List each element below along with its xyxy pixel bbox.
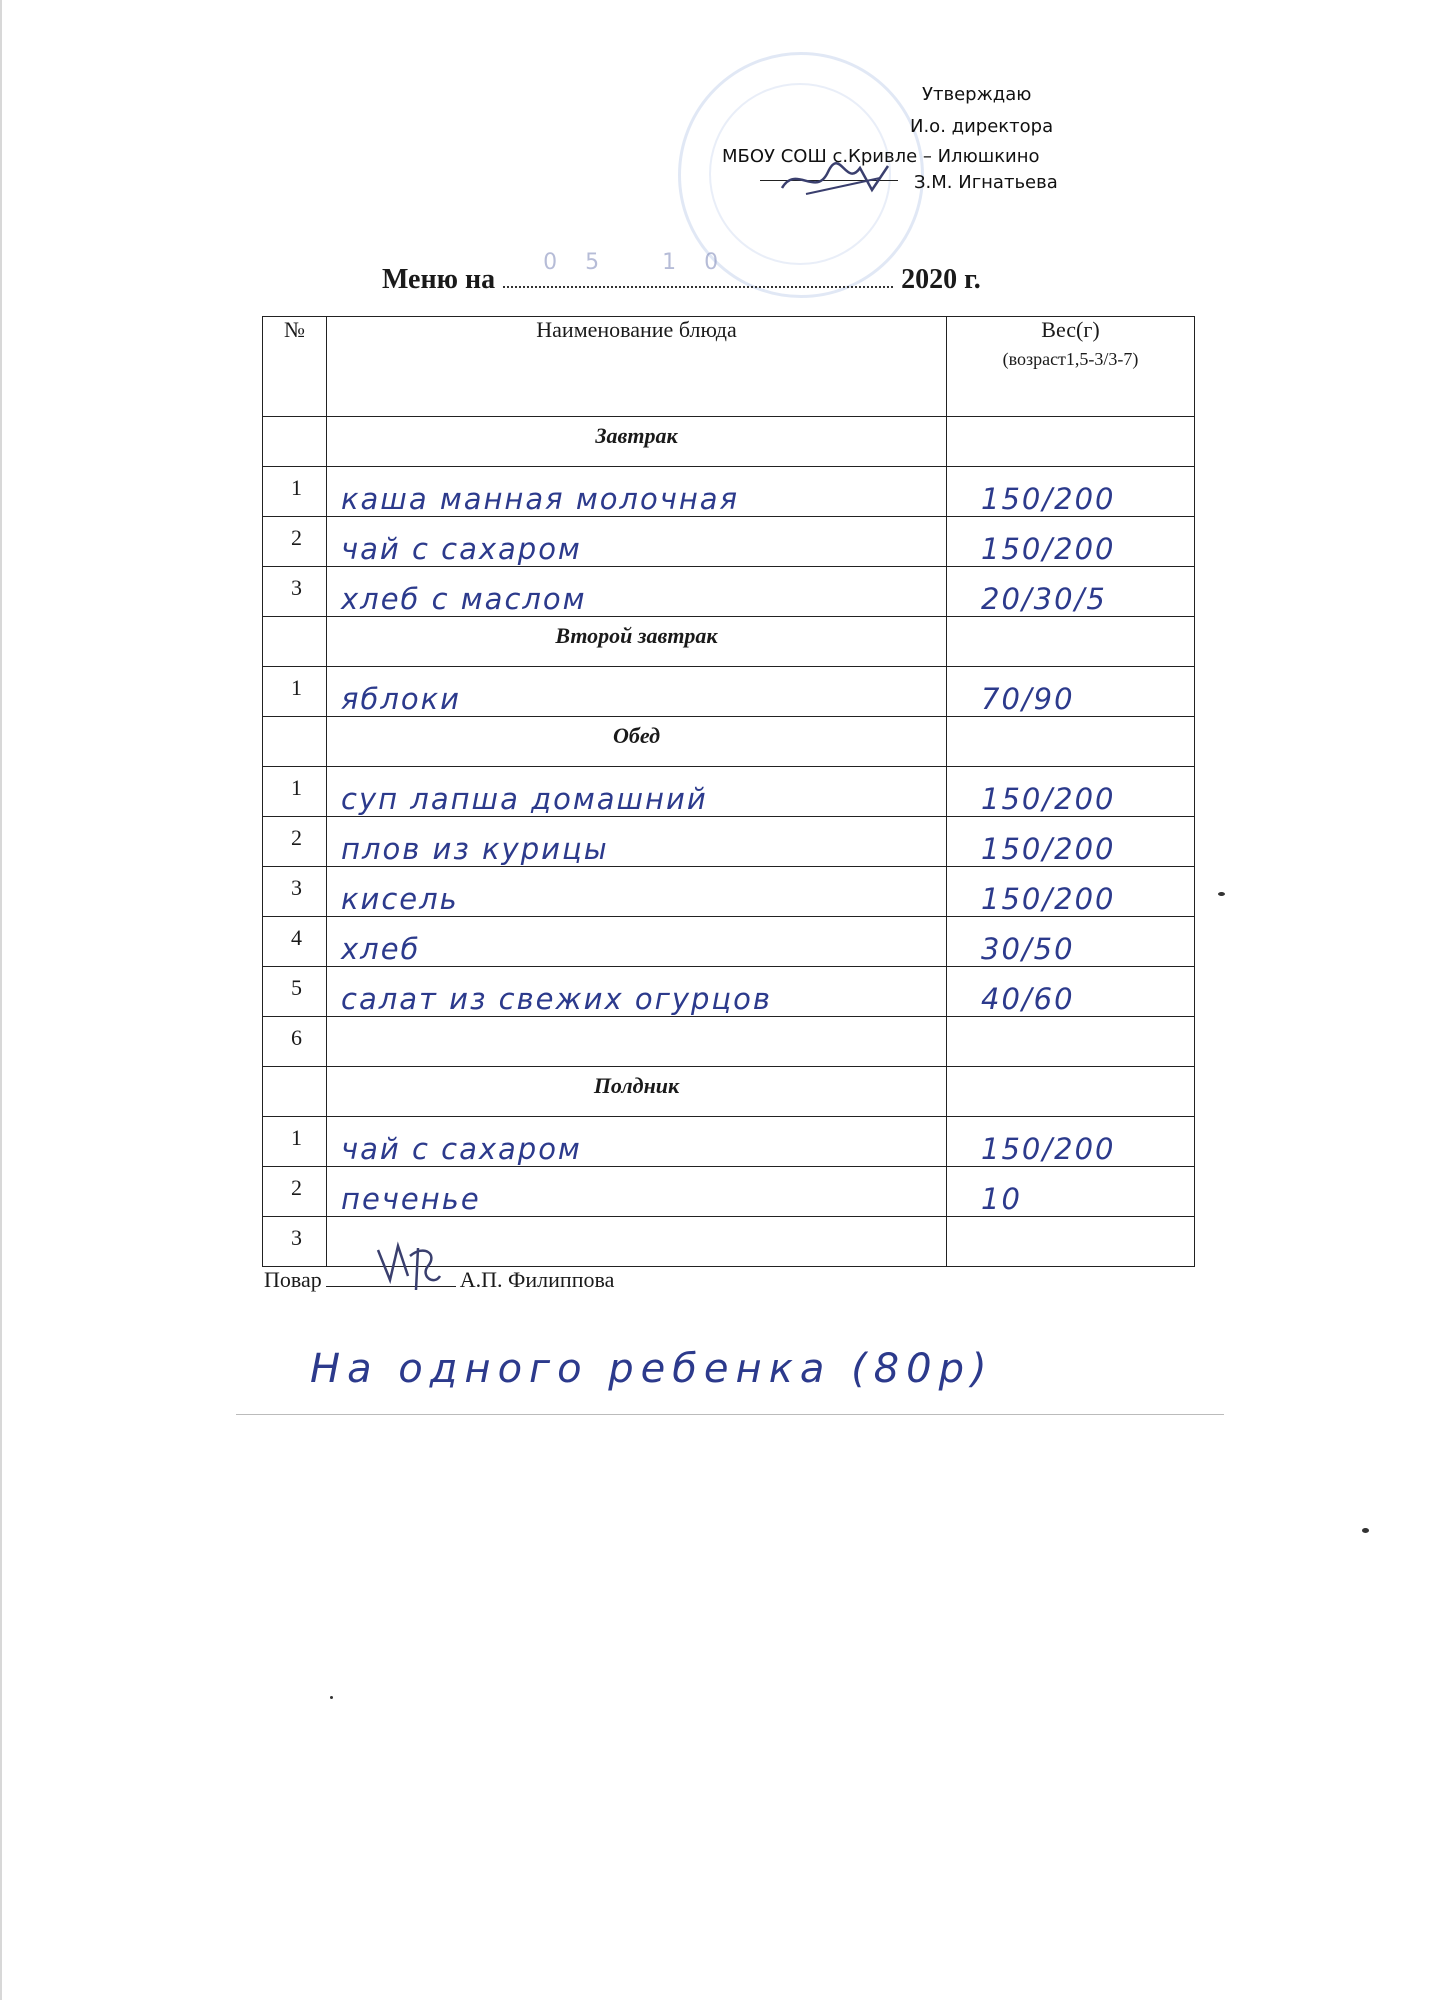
row-weight: 150/200 <box>947 817 1195 867</box>
page-divider <box>236 1414 1224 1415</box>
cook-label: Повар <box>264 1267 322 1292</box>
row-num: 2 <box>263 817 327 867</box>
header-weight-label: Вес(г) <box>1041 317 1100 342</box>
row-weight: 150/200 <box>947 1117 1195 1167</box>
section-title-breakfast: Завтрак <box>327 417 947 467</box>
row-dish: чай с сахаром <box>327 1117 947 1167</box>
table-row <box>263 467 1195 517</box>
cook-signature <box>368 1236 448 1296</box>
row-weight: 30/50 <box>947 917 1195 967</box>
table-row <box>263 1117 1195 1167</box>
table-row <box>263 867 1195 917</box>
scan-edge <box>0 0 2 2000</box>
row-num: 6 <box>263 1017 327 1067</box>
row-dish: хлеб с маслом <box>327 567 947 617</box>
section-row <box>263 1067 1195 1117</box>
table-row <box>263 517 1195 567</box>
row-num: 4 <box>263 917 327 967</box>
row-weight: 150/200 <box>947 767 1195 817</box>
row-dish: суп лапша домашний <box>327 767 947 817</box>
handwritten-note: На одного ребенка (80р) <box>310 1346 994 1392</box>
scan-speck <box>1218 892 1225 896</box>
header-num: № <box>263 317 327 417</box>
row-dish: каша манная молочная <box>327 467 947 517</box>
row-dish: печенье <box>327 1167 947 1217</box>
section-title-second-breakfast: Второй завтрак <box>327 617 947 667</box>
scan-speck <box>330 1696 333 1699</box>
row-num: 3 <box>263 567 327 617</box>
row-dish: салат из свежих огурцов <box>327 967 947 1017</box>
row-dish: хлеб <box>327 917 947 967</box>
header-weight <box>947 317 1195 417</box>
title-date-field <box>503 250 893 288</box>
row-num: 3 <box>263 867 327 917</box>
row-weight: 150/200 <box>947 467 1195 517</box>
table-row <box>263 1017 1195 1067</box>
approve-position: И.о. директора <box>910 116 1054 137</box>
row-weight: 150/200 <box>947 517 1195 567</box>
section-row <box>263 717 1195 767</box>
table-row <box>263 767 1195 817</box>
row-num: 2 <box>263 1167 327 1217</box>
section-title-lunch: Обед <box>327 717 947 767</box>
director-signature <box>776 158 896 204</box>
row-num: 1 <box>263 667 327 717</box>
row-weight: 10 <box>947 1167 1195 1217</box>
row-num: 5 <box>263 967 327 1017</box>
table-row <box>263 967 1195 1017</box>
table-row <box>263 567 1195 617</box>
row-dish: кисель <box>327 867 947 917</box>
section-row <box>263 617 1195 667</box>
approve-name: З.М. Игнатьева <box>914 172 1058 193</box>
table-row <box>263 667 1195 717</box>
section-row <box>263 417 1195 467</box>
row-dish: яблоки <box>327 667 947 717</box>
table-row <box>263 917 1195 967</box>
header-weight-note: (возраст1,5-3/3-7) <box>1002 349 1139 369</box>
scan-speck <box>1362 1528 1369 1533</box>
menu-table <box>262 316 1195 1267</box>
row-weight: 20/30/5 <box>947 567 1195 617</box>
row-weight: 150/200 <box>947 867 1195 917</box>
header-dish: Наименование блюда <box>327 317 947 417</box>
title-prefix: Меню на <box>382 264 496 295</box>
table-header-row <box>263 317 1195 417</box>
row-dish <box>327 1017 947 1067</box>
row-weight <box>947 1217 1195 1267</box>
row-dish: чай с сахаром <box>327 517 947 567</box>
title-year: 2020 г. <box>901 264 981 295</box>
row-weight <box>947 1017 1195 1067</box>
row-num: 1 <box>263 467 327 517</box>
cook-name: А.П. Филиппова <box>459 1267 615 1292</box>
section-title-afternoon-snack: Полдник <box>327 1067 947 1117</box>
row-weight: 40/60 <box>947 967 1195 1017</box>
approve-school: МБОУ СОШ с.Кривле – Илюшкино <box>722 146 1040 167</box>
row-num: 1 <box>263 767 327 817</box>
title-date-value: 05 10 <box>543 250 747 275</box>
row-weight: 70/90 <box>947 667 1195 717</box>
approve-label: Утверждаю <box>922 84 1032 105</box>
row-num: 3 <box>263 1217 327 1267</box>
table-row <box>263 1167 1195 1217</box>
row-num: 1 <box>263 1117 327 1167</box>
row-num: 2 <box>263 517 327 567</box>
table-row <box>263 817 1195 867</box>
row-dish: плов из курицы <box>327 817 947 867</box>
page-title <box>382 250 981 296</box>
